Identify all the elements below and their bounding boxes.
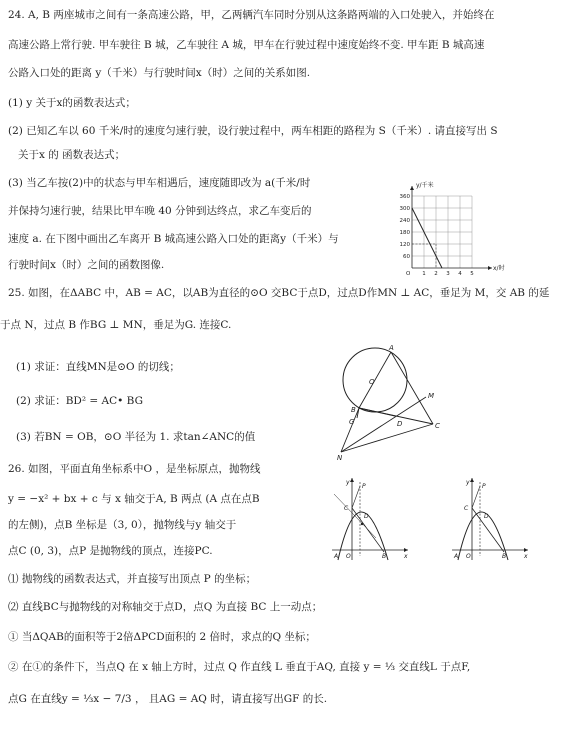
label-y: y [466,479,470,486]
label-D: D [397,420,403,428]
label-C: C [344,505,349,512]
label-x: x [524,553,528,560]
q26-figure-right [450,474,530,562]
label-B: B [382,553,387,560]
q24-graph-origin: O [406,271,411,277]
q24-line-2: 高速公路上常行驶. 甲车驶往 B 城，乙车驶往 A 城，甲车在行驶过程中速度始终不变. 甲车距 B 城高速 [8,39,485,51]
y-tick: 120 [399,242,410,248]
q26-line-7: ① 当ΔQAB的面积等于2倍ΔPCD面积的 2 倍时，求点的Q 坐标； [8,631,316,643]
y-tick: 300 [399,206,410,212]
q24-line-7: (3) 当乙车按(2)中的状态与甲车相遇后，速度随即改为 a(千米/时 [8,177,311,189]
x-tick: 5 [470,271,474,277]
q25-line-2: 于点 N，过点 B 作BG ⊥ MN，垂足为G. 连接C. [0,319,232,331]
q25-line-3: (1) 求证：直线MN是⊙O 的切线； [16,361,180,373]
q24-graph-line [412,208,442,268]
q25-line-4: (2) 求证：BD² = AC• BG [16,395,143,407]
q24-line-10: 行驶时间x（时）之间的函数图像. [8,259,165,271]
x-tick: 2 [434,271,438,277]
q24-line-9: 速度 a. 在下图中画出乙车离开 B 城高速公路入口处的距离y（千米）与 [8,233,339,245]
label-C: C [435,422,440,430]
label-N: N [337,454,343,462]
q24-line-4: (1) y 关于x的函数表达式； [8,97,136,109]
label-O: O [346,553,351,560]
q26-line-5: ⑴ 抛物线的函数表达式，并直接写出顶点 P 的坐标； [8,573,257,585]
y-tick: 360 [399,194,410,200]
label-B: B [351,406,356,414]
q24-graph-xlabel: x/时 [493,265,505,272]
label-P: P [362,483,366,490]
q26-line-9: 点G 在直线y = ⅓x − 7/3 ， 且AG = AQ 时，请直接写出GF 的长. [8,693,328,705]
q26-line-8: ② 在①的条件下，当点Q 在 x 轴上方时，过点 Q 作直线 L 垂直于AQ, 直接 y = ⅓ 交直线L 于点F, [8,661,471,673]
q26-line-3: 的左侧)，点B 坐标是（3, 0），抛物线与y 轴交于 [8,519,237,531]
y-tick: 180 [399,230,410,236]
q24-graph-ylabel: y/千米 [416,182,434,189]
x-tick: 3 [446,271,450,277]
q24-line-6: 关于x 的 函数表达式； [18,149,126,161]
q24-line-8: 并保持匀速行驶，结果比甲车晚 40 分钟到达终点，求乙车变后的 [8,205,312,217]
y-tick: 60 [403,254,410,260]
label-A: A [454,553,459,560]
label-C: C [464,505,469,512]
label-A: A [334,553,339,560]
label-B: B [502,553,507,560]
q25-line-1: 25. 如图，在ΔABC 中，AB = AC，以AB为直径的⊙O 交BC于点D，过点D作MN ⊥ AC，垂足为 M，交 AB 的延 [8,287,550,299]
label-P: P [482,483,486,490]
label-O: O [466,553,471,560]
q25-figure [335,340,455,460]
q26-line-6: ⑵ 直线BC与抛物线的对称轴交于点D，点Q 为直接 BC 上一动点； [8,601,323,613]
q26-line-2: y = −x² + bx + c 与 x 轴交于A, B 两点 (A 点在点B [8,493,260,505]
q24-graph [390,178,510,278]
label-D: D [484,513,489,520]
q24-line-5: (2) 已知乙车以 60 千米/时的速度匀速行驶，设行驶过程中，两车相距的路程为 S（千米）. 请直接写出 S [8,125,498,137]
label-y: y [346,479,350,486]
label-D: D [364,513,369,520]
label-G: G [349,418,355,426]
y-tick: 240 [399,218,410,224]
q25-line-5: (3) 若BN = OB，⊙O 半径为 1. 求tan∠ANC的值 [16,431,256,443]
label-O: O [369,378,375,386]
q24-line-1: 24. A, B 两座城市之间有一条高速公路，甲，乙两辆汽车同时分别从这条路两端的入口处驶入，并始终在 [8,9,495,21]
label-A: A [389,344,394,352]
label-M: M [428,392,435,400]
q26-line-1: 26. 如图，平面直角坐标系中O ，是坐标原点，抛物线 [8,463,261,475]
x-tick: 4 [458,271,462,277]
q26-line-4: 点C (0, 3)，点P 是抛物线的顶点，连接PC. [8,545,213,557]
label-x: x [404,553,408,560]
q24-line-3: 公路入口处的距离 y（千米）与行驶时间x（时）之间的关系如图. [8,67,311,79]
q26-figure-left [330,474,410,562]
x-tick: 1 [422,271,426,277]
